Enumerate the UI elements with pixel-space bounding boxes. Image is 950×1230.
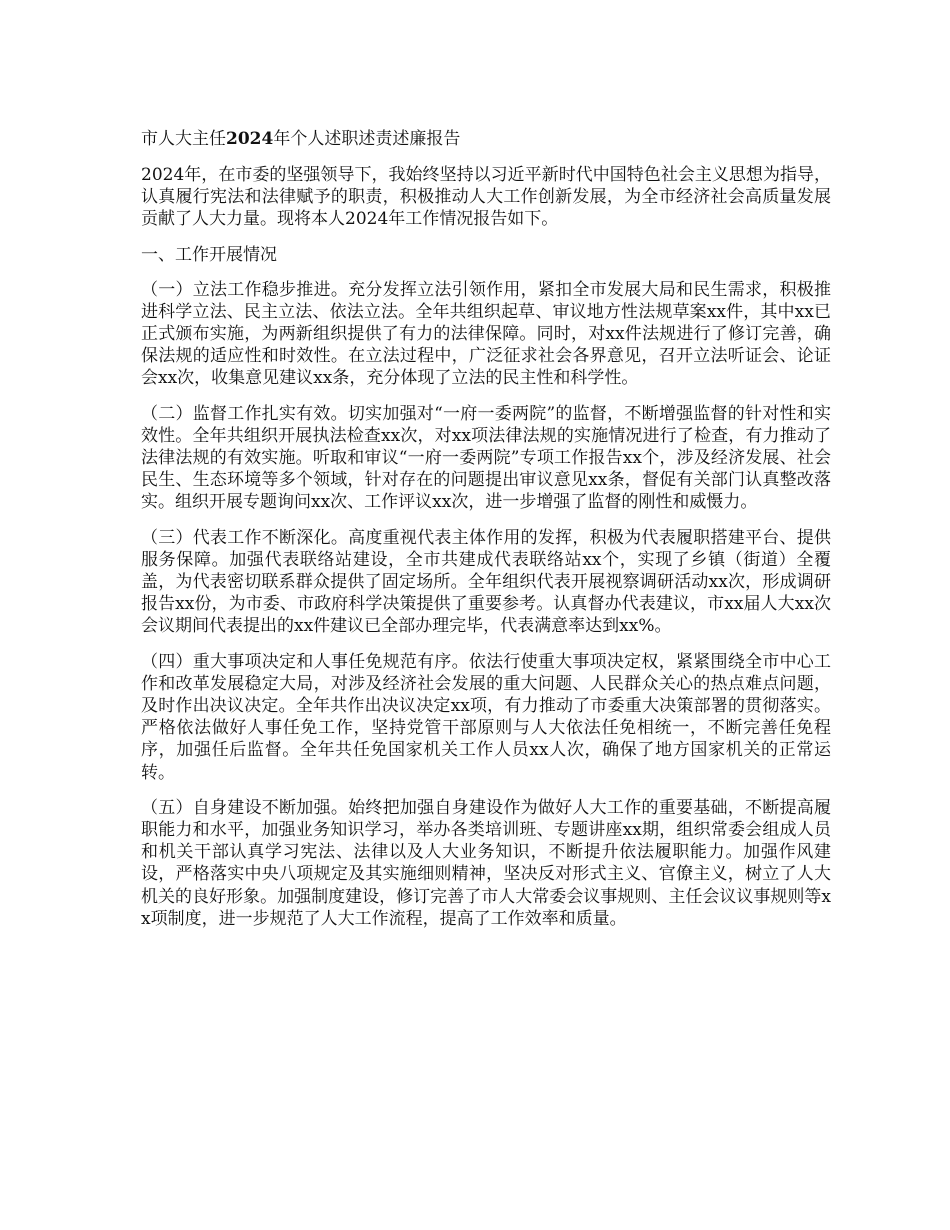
- title-prefix: 市人大主任: [141, 129, 226, 149]
- document-page: [141, 128, 831, 943]
- document-title: [141, 128, 831, 150]
- paragraph-self-building: （五）自身建设不断加强。始终把加强自身建设作为做好人大工作的重要基础，不断提高履职能力和水平，加强业务知识学习，举办各类培训班、专题讲座xx期，组织常委会组成人员和机关干部认真学习宪法、法律以及人大业务知识，不断提升依法履职能力。加强作风建设，严格落实中央八项规定及其实施细则精神，坚决反对形式主义、官僚主义，树立了人大机关的良好形象。加强制度建设，修订完善了市人大常委会议事规则、主任会议议事规则等xx项制度，进一步规范了人大工作流程，提高了工作效率和质量。: [141, 797, 831, 929]
- title-suffix: 年个人述职述责述廉报告: [273, 129, 461, 149]
- intro-paragraph: 2024年，在市委的坚强领导下，我始终坚持以习近平新时代中国特色社会主义思想为指导，认真履行宪法和法律赋予的职责，积极推动人大工作创新发展，为全市经济社会高质量发展贡献了人大力量。现将本人2024年工作情况报告如下。: [141, 165, 831, 230]
- paragraph-supervision: （二）监督工作扎实有效。切实加强对“一府一委两院”的监督，不断增强监督的针对性和实效性。全年共组织开展执法检查xx次，对xx项法律法规的实施情况进行了检查，有力推动了法律法规的有效实施。听取和审议“一府一委两院”专项工作报告xx个，涉及经济发展、社会民生、生态环境等多个领域，针对存在的问题提出审议意见xx条，督促有关部门认真整改落实。组织开展专题询问xx次、工作评议xx次，进一步增强了监督的刚性和威慑力。: [141, 403, 831, 513]
- title-year: 2024: [226, 129, 274, 149]
- section-heading: 一、工作开展情况: [141, 244, 277, 265]
- paragraph-deputies: （三）代表工作不断深化。高度重视代表主体作用的发挥，积极为代表履职搭建平台、提供服务保障。加强代表联络站建设，全市共建成代表联络站xx个，实现了乡镇（街道）全覆盖，为代表密切联系群众提供了固定场所。全年组织代表开展视察调研活动xx次，形成调研报告xx份，为市委、市政府科学决策提供了重要参考。认真督办代表建议，市xx届人大xx次会议期间代表提出的xx件建议已全部办理完毕，代表满意率达到xx%。: [141, 527, 831, 637]
- paragraph-major-decisions: （四）重大事项决定和人事任免规范有序。依法行使重大事项决定权，紧紧围绕全市中心工作和改革发展稳定大局，对涉及经济社会发展的重大问题、人民群众关心的热点难点问题，及时作出决议决定。全年共作出决议决定xx项，有力推动了市委重大决策部署的贯彻落实。严格依法做好人事任免工作，坚持党管干部原则与人大依法任免相统一，不断完善任免程序，加强任后监督。全年共任免国家机关工作人员xx人次，确保了地方国家机关的正常运转。: [141, 651, 831, 783]
- paragraph-legislation: （一）立法工作稳步推进。充分发挥立法引领作用，紧扣全市发展大局和民生需求，积极推进科学立法、民主立法、依法立法。全年共组织起草、审议地方性法规草案xx件，其中xx已正式颁布实施，为两新组织提供了有力的法律保障。同时，对xx件法规进行了修订完善，确保法规的适应性和时效性。在立法过程中，广泛征求社会各界意见，召开立法听证会、论证会xx次，收集意见建议xx条，充分体现了立法的民主性和科学性。: [141, 279, 831, 389]
